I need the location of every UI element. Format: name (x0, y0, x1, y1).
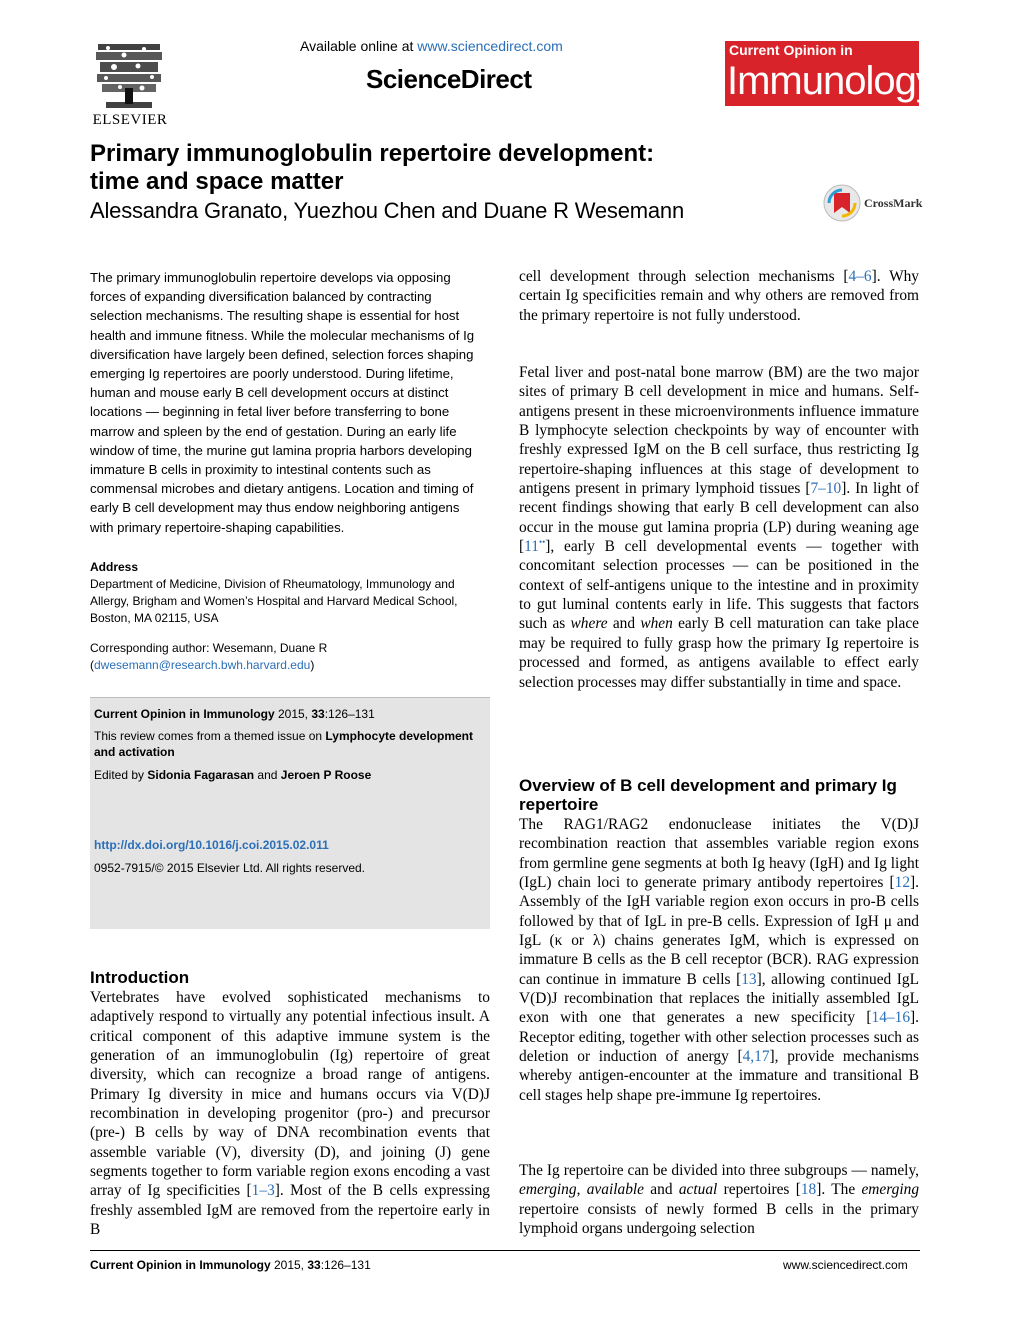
ref-link[interactable] (524, 538, 545, 555)
footer-volume: 33 (307, 1258, 321, 1272)
footer-divider (90, 1250, 920, 1251)
ref-link[interactable]: 4–6 (848, 268, 872, 285)
journal-logo-top: Current Opinion in (729, 42, 853, 58)
ref-number: 11 (524, 538, 539, 556)
p4-text-a: The Ig repertoire can be divided into three subgroups — namely, (519, 1162, 919, 1179)
crossmark-badge[interactable] (823, 184, 923, 224)
journal-logo (725, 41, 935, 106)
info-year: 2015, (274, 707, 312, 721)
p2-italic-when: when (640, 615, 673, 633)
p3-text-b: ]. Assembly of the IgH variable region exon occurs in pro-B cells followed by that of IgL in pre-B cells. Expression of IgH μ and IgL (κ or λ) chains generates IgM, which is expressed on immature B cells as the B cell receptor (BCR). RAG expression can continue in immature B cells [ (519, 874, 919, 988)
p1-text-b: ]. Why certain Ig specificities remain and why others are removed from the primary repertoire is not fully understood. (519, 268, 919, 324)
p4-italic-emerging: emerging (519, 1181, 577, 1199)
ref-link[interactable]: 7–10 (810, 480, 842, 498)
crossmark-icon (823, 184, 861, 222)
p2-text-a: Fetal liver and post-natal bone marrow (BM) are the two major sites of primary B cell development in mice and humans. Self-antigens present in these microenvironments influence immature B lymphocyte selection checkpoints by way of encounter with freshly expressed IgM on the B cell surface, thus restricting Ig repertoire-shaping influences at this stage of development to antigens present in primary lymphoid tissues [ (519, 364, 919, 498)
ref-link[interactable]: 18 (800, 1181, 817, 1199)
info-editor-1: Sidonia Fagarasan (147, 768, 255, 782)
footer-citation (90, 1258, 371, 1272)
info-edited-prefix: Edited by (94, 768, 148, 782)
info-editors (94, 767, 486, 783)
info-copyright: 0952-7915/© 2015 Elsevier Ltd. All rights reserved. (94, 861, 365, 875)
corresponding-email-line (90, 657, 490, 674)
p4-italic-actual: actual (678, 1181, 718, 1199)
crossmark-label: CrossMark (864, 196, 923, 210)
info-theme (94, 728, 486, 760)
paren-close: ) (310, 658, 315, 672)
corresponding-author-name: Corresponding author: Wesemann, Duane R (90, 641, 328, 655)
ref-link[interactable]: 14–16 (871, 1009, 911, 1027)
address-heading: Address (90, 560, 139, 574)
journal-logo-bottom: Immunology (727, 59, 935, 103)
p4-comma: , (576, 1181, 587, 1199)
article-info-box (90, 697, 490, 929)
p3-text-a: The RAG1/RAG2 endonuclease initiates the V(D)J recombination reaction that assembles variable region exons from germline gene segments at both Ig heavy (IgH) and Ig light (IgL) chain loci to generate primary antibody repertoires [ (519, 816, 919, 892)
info-volume: 33 (311, 707, 325, 721)
info-theme-prefix: This review comes from a themed issue on (94, 729, 326, 743)
elsevier-tree-icon (94, 40, 164, 112)
p2-and: and (607, 615, 641, 633)
introduction-text (90, 988, 490, 1239)
abstract: The primary immunoglobulin repertoire develops via opposing forces of expanding diversification balanced by contracting selection mechanisms. The resulting shape is essential for host health and immune fitness. While the molecular mechanisms of Ig diversification have largely been defined, selection forces shaping emerging Ig repertoires are poorly understood. During lifetime, human and mouse early B cell development occurs at distinct locations — beginning in fetal liver before transferring to bone marrow and spleen by the end of gestation. During an early life window of time, the murine gut lamina propria harbors developing immature B cells in proximity to intestinal contents such as commensal microbes and dietary antigens. Location and timing of early B cell development may thus endow neighboring antigens with primary repertoire-shaping capabilities. (90, 270, 475, 535)
elsevier-logo (88, 40, 172, 130)
info-journal: Current Opinion in Immunology (94, 707, 275, 721)
p3-text-d: ]. Receptor editing, together with other selection processes such as deletion or induction of anergy [ (519, 1009, 919, 1066)
p4-text-c: ]. The (816, 1181, 862, 1199)
info-editor-2: Jeroen P Roose (280, 768, 372, 782)
introduction-heading: Introduction (90, 968, 190, 987)
paragraph-rag (519, 815, 919, 1105)
paragraph-selection (519, 267, 919, 325)
info-citation (94, 706, 486, 722)
title-line-1: Primary immunoglobulin repertoire development: (90, 140, 655, 167)
p2-italic-where: where (570, 615, 608, 633)
p2-text-d: early B cell maturation can take place may be required to fully grasp how the primary Ig repertoire is processed and formed, as antigens available to effect early selection processes may differ substantially in time and space. (519, 615, 919, 691)
doi-link[interactable]: http://dx.doi.org/10.1016/j.coi.2015.02.011 (94, 838, 329, 852)
p2-text-c: ], early B cell developmental events — together with concomitant selection processes — can be positioned in the context of self-antigens unique to the intestine and in proximity to gut luminal contents early in life. This suggests that factors such as (519, 538, 919, 633)
intro-text-a: Vertebrates have evolved sophisticated mechanisms to adaptively respond to virtually any potential infectious insult. A critical component of this adaptive immune system is the generation of an immunoglobulin (Ig) repertoire of great diversity, which can recognize a broad range of antigens. Primary Ig diversity in mice and humans occurs via V(D)J recombination in developing progenitor (pro-) and precursor (pre-) B cells by way of DNA recombination events that assemble variable (V), diversity (D), and joining (J) gene segments together to form variable region exons encoding a vast array of Ig specificities [ (90, 989, 490, 1200)
authors: Alessandra Granato, Yuezhou Chen and Duane R Wesemann (90, 198, 684, 223)
overview-heading: Overview of B cell development and primary Ig repertoire (519, 776, 897, 814)
p1-text-a: cell development through selection mechanisms [ (519, 268, 849, 285)
available-online-prefix: Available online at (300, 38, 418, 54)
info-theme-name: Lymphocyte development and activation (94, 729, 474, 759)
p3-text-c: ], allowing continued IgL V(D)J recombination that replaces the initially assembled IgL exon with one that generates a new specificity [ (519, 970, 919, 1027)
platform-title: ScienceDirect (366, 64, 532, 94)
ref-link[interactable]: 12 (894, 874, 911, 892)
available-online (300, 38, 563, 54)
paren-open: ( (90, 658, 94, 672)
ref-link[interactable]: 13 (741, 970, 757, 988)
p3-text-e: ], provide mechanisms whereby antigen-encounter at the immature and transitional B cell stages help shape pre-immune Ig repertoires. (519, 1048, 920, 1104)
p4-text-d: repertoire consists of newly formed B cells in the primary lymphoid organs undergoing selection (519, 1200, 919, 1238)
p4-and: and (644, 1181, 679, 1199)
email-link[interactable]: dwesemann@research.bwh.harvard.edu (94, 658, 311, 672)
article-title (90, 140, 770, 196)
title-line-2: time and space matter (90, 168, 344, 195)
corresponding-author (90, 640, 490, 674)
ref-link[interactable]: 1–3 (251, 1182, 275, 1200)
p4-text-b: repertoires [ (717, 1181, 801, 1199)
footer-pages: :126–131 (320, 1258, 371, 1272)
footer-year: 2015, (270, 1258, 308, 1272)
address-text: Department of Medicine, Division of Rheumatology, Immunology and Allergy, Brigham and Women’s Hospital and Harvard Medical School, Boston, MA 02115, USA (90, 577, 458, 625)
paragraph-fetal-liver (519, 363, 919, 692)
info-edited-and: and (254, 768, 281, 782)
ref-importance-marker: •• (538, 536, 546, 547)
sciencedirect-link[interactable]: www.sciencedirect.com (417, 38, 563, 54)
footer-url[interactable]: www.sciencedirect.com (783, 1258, 908, 1272)
p2-text-b: ]. In light of recent findings showing that early B cell development can also occur in the mouse gut lamina propria (LP) during weaning age [ (519, 480, 919, 556)
p4-italic-emerging-2: emerging (861, 1181, 920, 1199)
footer-journal: Current Opinion in Immunology (90, 1258, 271, 1272)
paragraph-repertoire-subgroups (519, 1161, 919, 1238)
info-pages: :126–131 (324, 707, 375, 721)
publisher-name: ELSEVIER (92, 112, 168, 128)
ref-link[interactable]: 4,17 (742, 1048, 770, 1066)
intro-text-b: ]. Most of the B cells expressing freshly assembled IgM are removed from the repertoire early in B (90, 1182, 490, 1239)
p4-italic-available: available (586, 1181, 644, 1199)
